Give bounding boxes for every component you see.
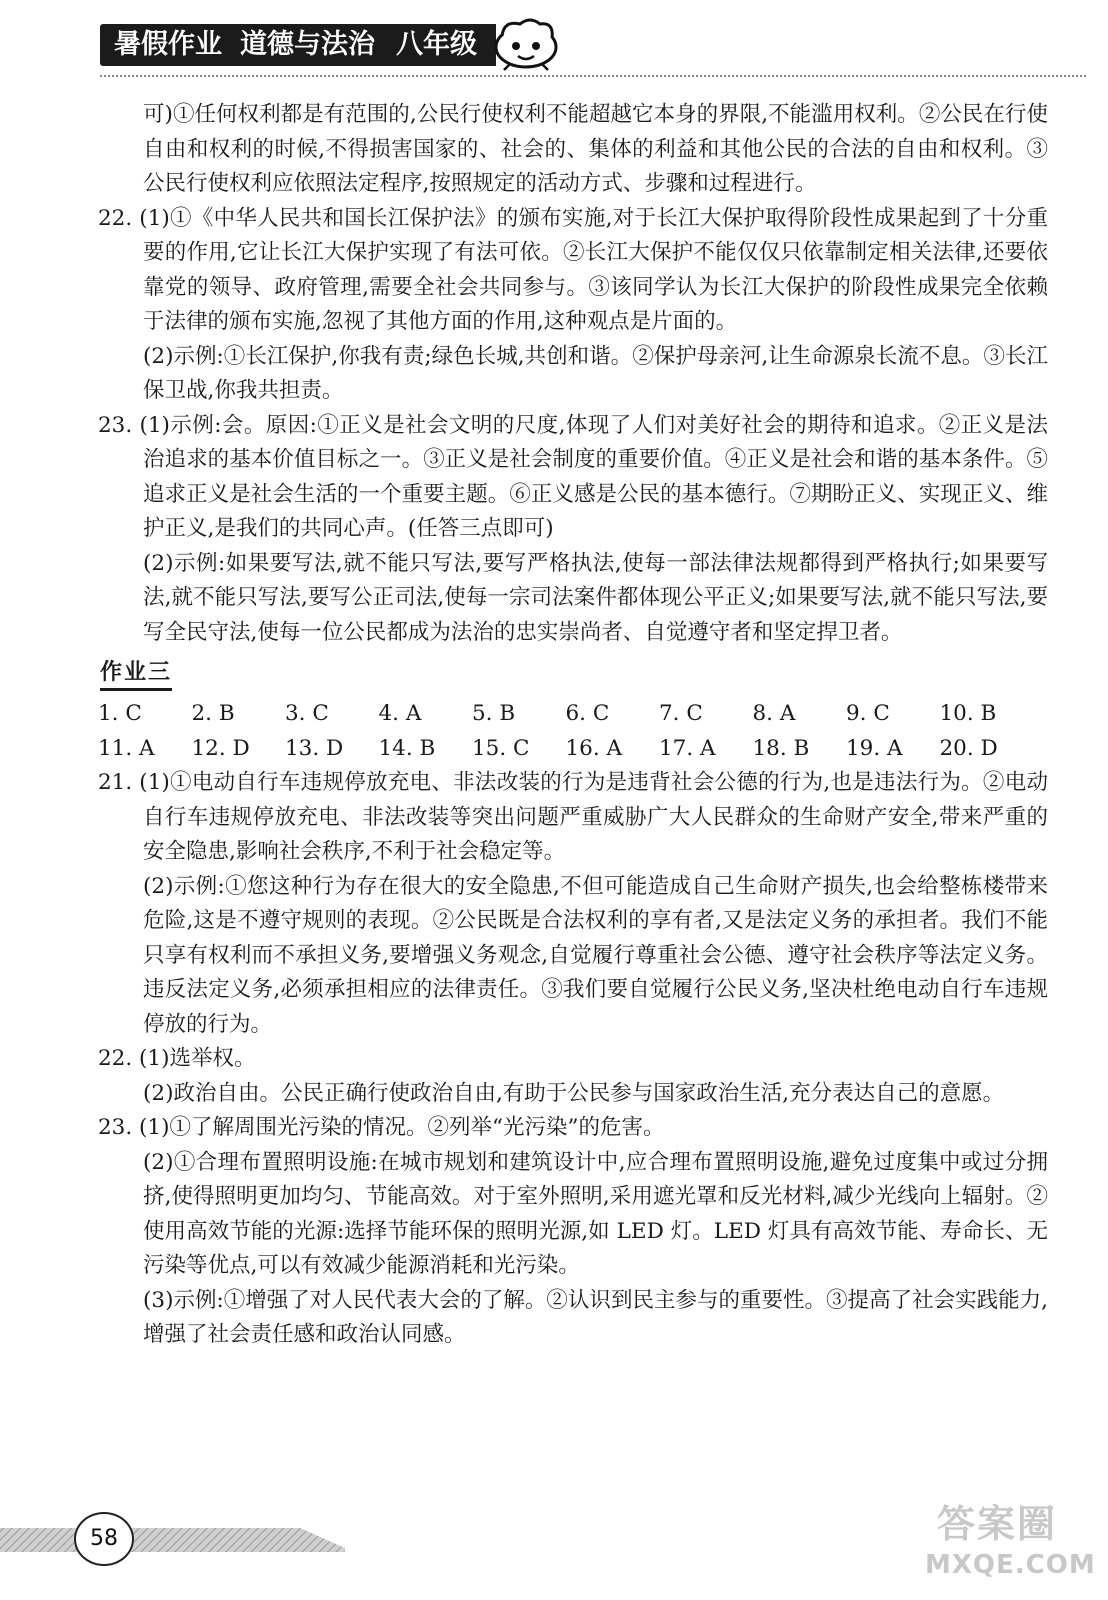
answer-item: 4. A	[378, 701, 422, 726]
header-grade: 八年级	[396, 29, 477, 60]
answer-item: 9. C	[846, 701, 890, 726]
answer-item: 1. C	[98, 701, 142, 726]
hw3-q23-part3: (3)示例:①增强了对人民代表大会的了解。②认识到民主参与的重要性。③提高了社会实践能力,增强了社会责任感和政治认同感。	[143, 1287, 1048, 1347]
header-divider	[100, 75, 1086, 77]
hw3-q23-part1: 23. (1)①了解周围光污染的情况。②列举“光污染”的危害。	[98, 1115, 665, 1140]
header-subject: 道德与法治	[240, 29, 375, 60]
q23-part1: 23. (1)示例:会。原因:①正义是社会文明的尺度,体现了人们对美好社会的期待和追求。②正义是法治追求的基本价值目标之一。③正义是社会制度的重要价值。④正义是社会和谐的基本条件。⑤追求正义是社会生活的一个重要主题。⑥正义感是公民的基本德行。⑦期盼正义、实现正义、维护正义,是我们的共同心声。(任答三点即可)	[98, 412, 1048, 541]
answer-item: 2. B	[191, 701, 235, 726]
hw3-q22-part2: (2)政治自由。公民正确行使政治自由,有助于公民参与国家政治生活,充分表达自己的意愿。	[143, 1080, 1005, 1106]
q23-part2: (2)示例:如果要写法,就不能只写法,要写严格执法,使每一部法律法规都得到严格执行;如果要写法,就不能只写法,要写公正司法,使每一宗司法案件都体现公平正义;如果要写法,就不能只写法,要写全民守法,使每一位公民都成为法治的忠实崇尚者、自觉遵守者和坚定捍卫者。	[143, 550, 1048, 645]
mascot-icon	[490, 14, 562, 72]
hw3-q21-part2: (2)示例:①您这种行为存在很大的安全隐患,不但可能造成自己生命财产损失,也会给整栋楼带来危险,这是不遵守规则的表现。②公民既是合法权利的享有者,又是法定义务的承担者。我们不能只享有权利而不承担义务,要增强义务观念,自觉履行尊重社会公德、遵守社会秩序等法定义务。违反法定义务,必须承担相应的法律责任。③我们要自觉履行公民义务,坚决杜绝电动自行车违规停放的行为。	[143, 873, 1048, 1037]
answer-item: 18. B	[752, 735, 810, 761]
answer-item: 3. C	[285, 701, 329, 726]
answer-item: 15. C	[472, 735, 530, 761]
header-book: 暑假作业	[114, 29, 222, 60]
hw3-q21-part1: 21. (1)①电动自行车违规停放充电、非法改装的行为是违背社会公德的行为,也是违法行为。②电动自行车违规停放充电、非法改装等突出问题严重威胁广大人民群众的生命财产安全,带来严重的安全隐患,影响社会秩序,不利于社会稳定等。	[98, 770, 1048, 864]
answer-content	[98, 98, 1048, 1353]
answer-item: 8. A	[752, 701, 796, 726]
answer-item: 16. A	[565, 735, 623, 761]
hw3-q22-part1: 22. (1)选举权。	[98, 1046, 256, 1071]
watermark-line1: 答案圈	[937, 1502, 1058, 1546]
footer-bar	[0, 1514, 345, 1562]
answer-item: 17. A	[659, 735, 716, 761]
watermark-logo	[925, 1500, 1100, 1590]
answer-row-2	[98, 732, 1048, 767]
answer-item: 10. B	[939, 701, 997, 726]
continued-paragraph: 可)①任何权利都是有范围的,公民行使权利不能超越它本身的界限,不能滥用权利。②公民在行使自由和权利的时候,不得损害国家的、社会的、集体的利益和其他公民的合法的自由和权利。③公民行使权利应依照法定程序,按照规定的活动方式、步骤和过程进行。	[143, 102, 1048, 196]
answer-item: 6. C	[565, 701, 610, 726]
q22-part2: (2)示例:①长江保护,你我有责;绿色长城,共创和谐。②保护母亲河,让生命源泉长流不息。③长江保卫战,你我共担责。	[143, 343, 1048, 403]
section-title: 作业三	[100, 658, 172, 691]
answer-item: 12. D	[191, 735, 250, 761]
answer-item: 11. A	[98, 735, 155, 761]
hw3-q23-part2: (2)①合理布置照明设施:在城市规划和建筑设计中,应合理布置照明设施,避免过度集中或过分拥挤,使得照明更加均匀、节能高效。对于室外照明,采用遮光罩和反光材料,减少光线向上辐射。②使用高效节能的光源:选择节能环保的照明光源,如 LED 灯。LED 灯具有高效节能、寿命长、无污染等优点,可以有效减少能源消耗和光污染。	[143, 1149, 1048, 1278]
answer-item: 20. D	[939, 735, 998, 761]
answer-item: 19. A	[846, 735, 903, 761]
page-number: 58	[74, 1512, 134, 1566]
header-banner	[100, 24, 496, 66]
answer-item: 14. B	[378, 735, 436, 761]
answer-item: 13. D	[285, 735, 344, 761]
answer-item: 5. B	[472, 701, 516, 726]
answer-row-1	[98, 697, 1048, 732]
watermark-line2: MXQE.COM	[925, 1550, 1096, 1580]
q22-part1: 22. (1)①《中华人民共和国长江保护法》的颁布实施,对于长江大保护取得阶段性成果起到了十分重要的作用,它让长江大保护实现了有法可依。②长江大保护不能仅仅只依靠制定相关法律,还要依靠党的领导、政府管理,需要全社会共同参与。③该同学认为长江大保护的阶段性成果完全依赖于法律的颁布实施,忽视了其他方面的作用,这种观点是片面的。	[98, 205, 1048, 334]
answer-item: 7. C	[659, 701, 703, 726]
